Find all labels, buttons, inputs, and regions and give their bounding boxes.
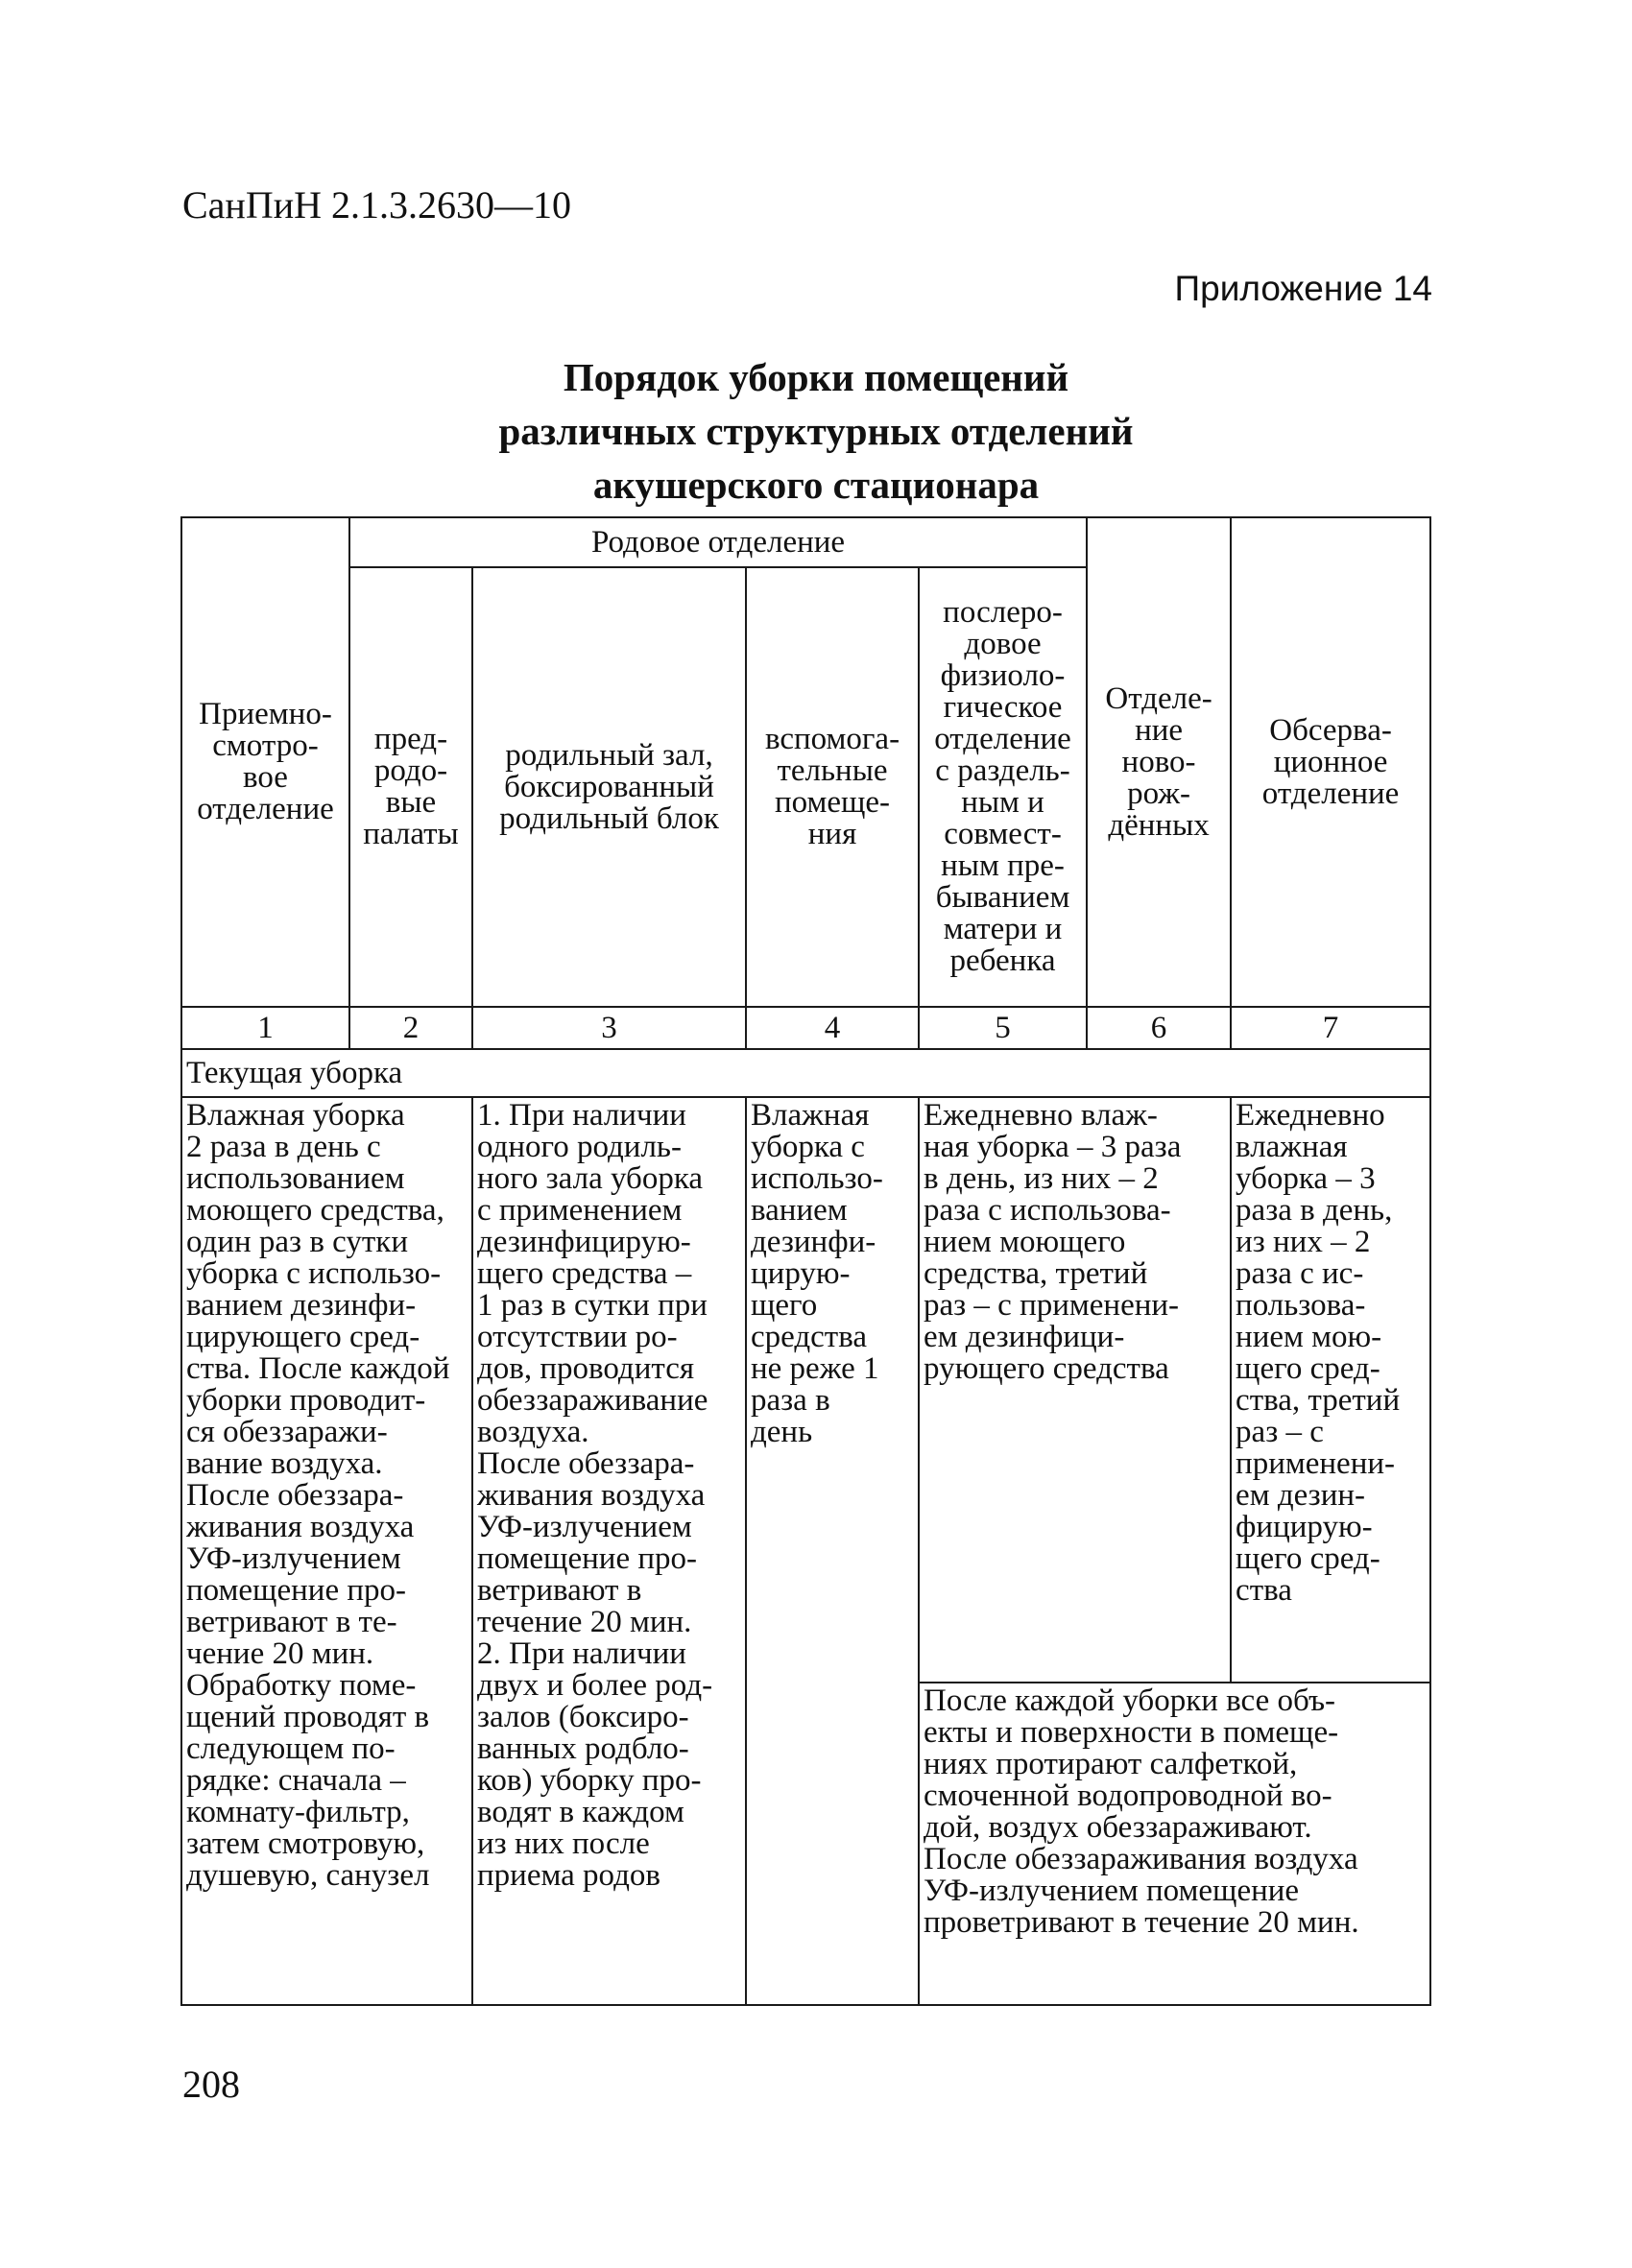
column-number: 3 — [472, 1007, 746, 1049]
page-number: 208 — [182, 2063, 240, 2106]
cell-auxiliary-rooms: Влажная уборка с использо- ванием дезинфи- цирую- щего средства не реже 1 раза в день — [746, 1097, 919, 2005]
header-postpartum: послеро- довое физиоло- гическое отделение с раздель- ным и совмест- ным пре- быванием матери и ребенка — [919, 567, 1087, 1007]
header-admission: Приемно- смотро- вое отделение — [181, 517, 349, 1007]
document-code: СанПиН 2.1.3.2630—10 — [182, 183, 572, 227]
column-number: 5 — [919, 1007, 1087, 1049]
title-line-3: акушерского стационара — [592, 463, 1040, 507]
header-maternity-ward-group: Родовое отделение — [349, 517, 1087, 567]
cleaning-table — [180, 516, 1431, 2006]
header-delivery-room: родильный зал, боксированный родильный блок — [472, 567, 746, 1007]
column-number: 1 — [181, 1007, 349, 1049]
cell-admission-prenatal: Влажная уборка 2 раза в день с использованием моющего средства, один раз в сутки уборка с использо- ванием дезинфи- цирующего сред- ства. После каждой уборки проводит- ся обеззаражи- вание воздуха. После обеззара- живания воздуха УФ-излучением помещение про- ветривают в те- чение 20 мин. Обработку поме- щений проводят в следующем по- рядке: сначала – комнату-фильтр, затем смотровую, душевую, санузел — [181, 1097, 472, 2005]
header-newborn: Отделе- ние ново- рож- дённых — [1087, 517, 1231, 1007]
appendix-label: Приложение 14 — [1174, 269, 1432, 308]
cell-after-cleaning: После каждой уборки все объ- екты и поверхности в помеще- ниях протирают салфеткой, смоченной водопроводной во- дой, воздух обеззараживают. После обеззараживания воздуха УФ-излучением помещение проветривают в течение 20 мин. — [919, 1683, 1430, 2005]
title-line-1: Порядок уборки помещений — [563, 355, 1069, 399]
document-title — [288, 350, 1344, 512]
section-current-cleaning: Текущая уборка — [181, 1049, 1430, 1097]
column-number: 2 — [349, 1007, 472, 1049]
cell-postpartum-newborn: Ежедневно влаж- ная уборка – 3 раза в день, из них – 2 раза с использова- нием моющего средства, третий раз – с применени- ем дезинфици- рующего средства — [919, 1097, 1231, 1683]
column-number: 4 — [746, 1007, 919, 1049]
title-line-2: различных структурных отделений — [498, 409, 1134, 453]
column-number: 6 — [1087, 1007, 1231, 1049]
cell-observation: Ежедневно влажная уборка – 3 раза в день, из них – 2 раза с ис- пользова- нием мою- щего сред- ства, третий раз – с применени- ем дезин- фицирую- щего сред- ства — [1231, 1097, 1430, 1683]
column-number: 7 — [1231, 1007, 1430, 1049]
header-auxiliary-rooms: вспомога- тельные помеще- ния — [746, 567, 919, 1007]
header-prenatal-wards: пред- родо- вые палаты — [349, 567, 472, 1007]
header-observation: Обсерва- ционное отделение — [1231, 517, 1430, 1007]
cell-delivery-room: 1. При наличии одного родиль- ного зала уборка с применением дезинфицирую- щего средства – 1 раз в сутки при отсутствии ро- дов, проводится обеззараживание воздуха. После обеззара- живания воздуха УФ-излучением помещение про- ветривают в течение 20 мин. 2. При наличии двух и более род- залов (боксиро- ванных родбло- ков) уборку про- водят в каждом из них после приема родов — [472, 1097, 746, 2005]
